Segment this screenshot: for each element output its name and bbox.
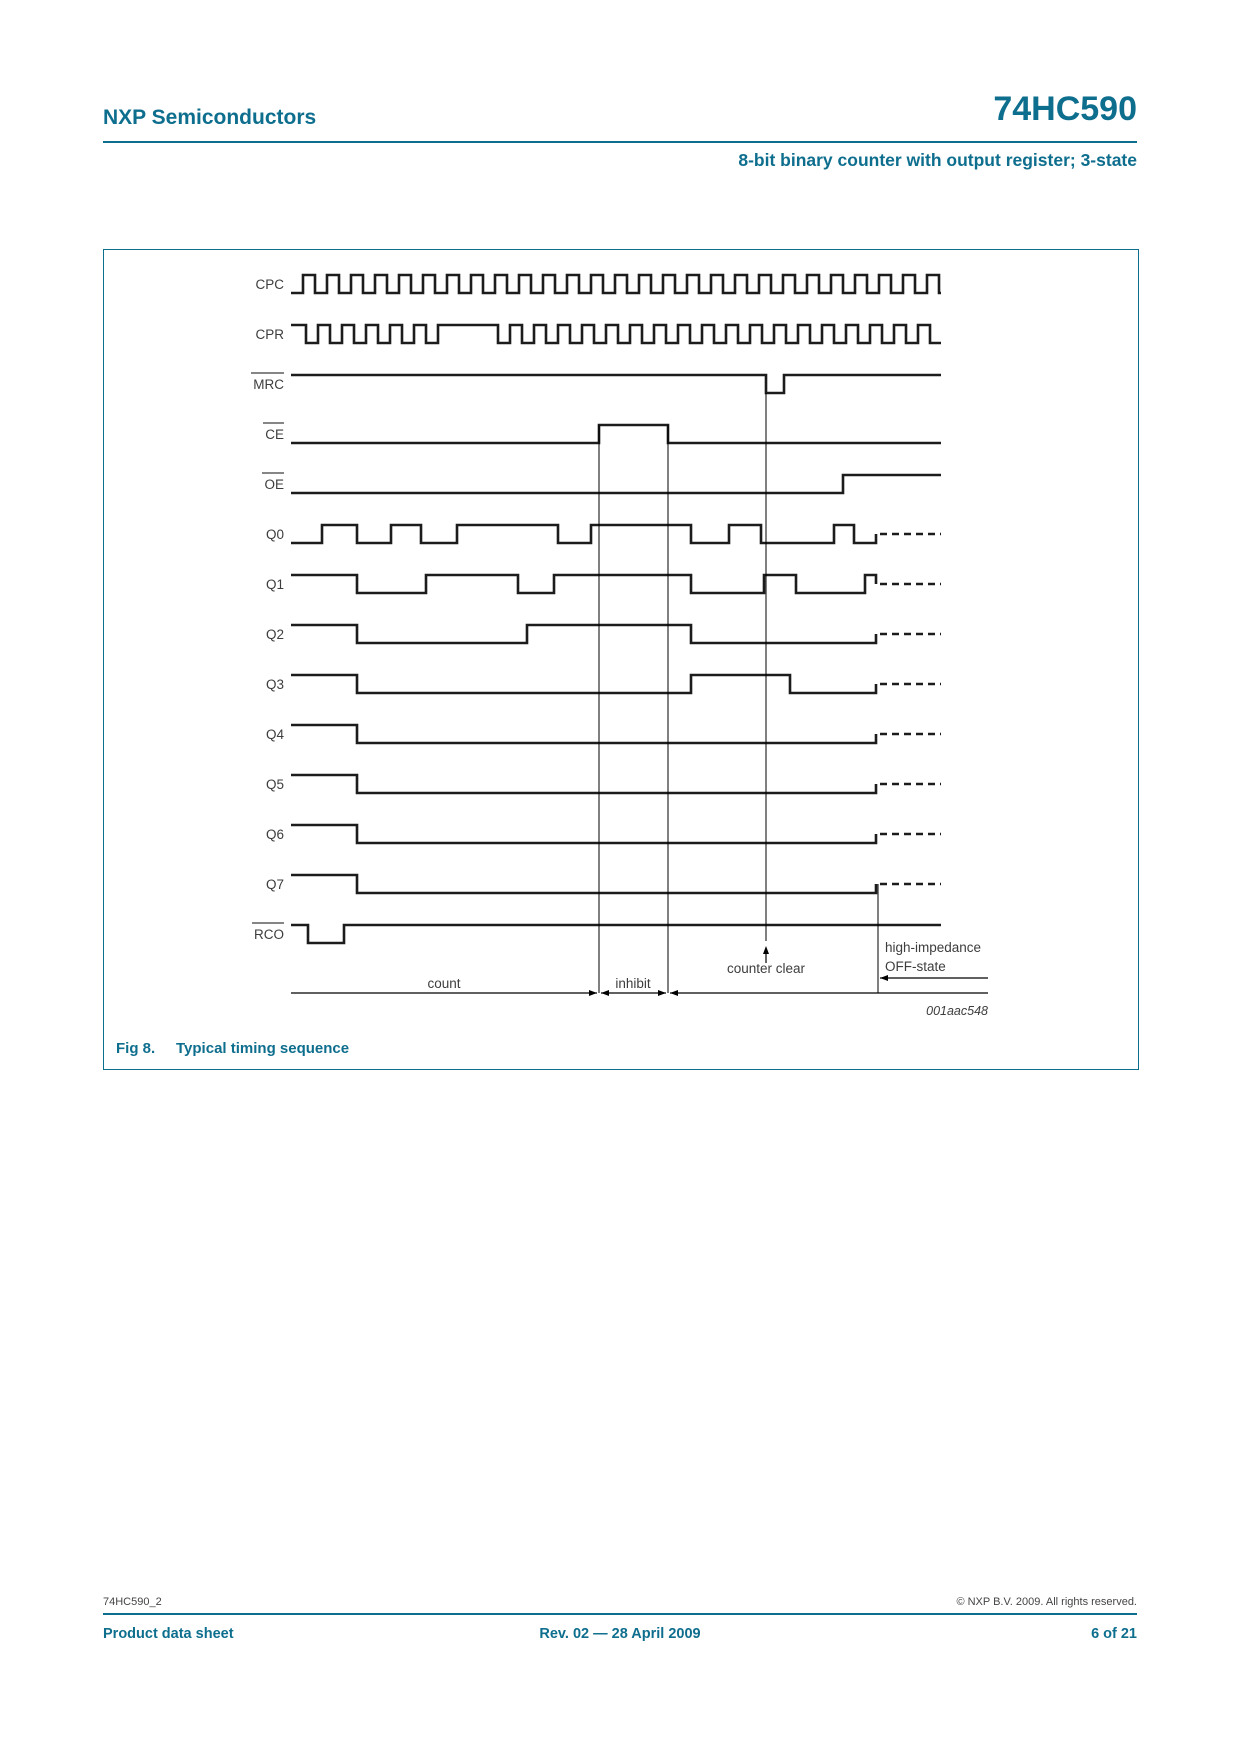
figure-caption-text: Typical timing sequence <box>176 1040 350 1057</box>
signal-label-mrc: MRC <box>253 377 284 392</box>
arrowhead <box>589 990 597 996</box>
timing-diagram <box>104 250 1138 1069</box>
annotation-count: count <box>427 976 461 991</box>
annotation-inhibit: inhibit <box>615 976 651 991</box>
signal-label-cpc: CPC <box>255 277 284 292</box>
footer-rule <box>103 1613 1137 1615</box>
signal-label-q0: Q0 <box>265 527 284 542</box>
footer-copyright: © NXP B.V. 2009. All rights reserved. <box>956 1596 1137 1608</box>
waveform-ce <box>291 425 941 443</box>
waveform-q6 <box>291 825 876 843</box>
signal-label-q6: Q6 <box>265 827 284 842</box>
arrowhead <box>670 990 678 996</box>
waveform-q7 <box>291 875 876 893</box>
document-subtitle: 8-bit binary counter with output register; 3-state <box>738 150 1137 170</box>
waveform-rco <box>291 925 941 943</box>
waveform-cpc <box>291 275 941 293</box>
counter-clear-arrowhead <box>763 946 769 954</box>
footer-doc-id: 74HC590_2 <box>103 1596 162 1608</box>
footer-revision: Rev. 02 — 28 April 2009 <box>539 1626 701 1642</box>
annotation-counter-clear: counter clear <box>726 961 806 976</box>
waveform-q2 <box>291 625 876 643</box>
annotation-off-state: OFF-state <box>885 959 946 974</box>
waveform-q1 <box>291 575 876 593</box>
signal-label-cpr: CPR <box>255 327 284 342</box>
signal-label-q1: Q1 <box>265 577 284 592</box>
signal-label-oe: OE <box>264 477 284 492</box>
arrowhead <box>880 975 888 981</box>
signal-label-q5: Q5 <box>265 777 284 792</box>
figure-8-box <box>103 249 1139 1070</box>
figure-caption-label: Fig 8. <box>116 1040 156 1057</box>
header-rule <box>103 141 1137 143</box>
arrowhead <box>658 990 666 996</box>
waveform-q0 <box>291 525 876 543</box>
waveform-mrc <box>291 375 941 393</box>
signal-label-q4: Q4 <box>265 727 284 742</box>
signal-label-ce: CE <box>265 427 284 442</box>
signal-label-q7: Q7 <box>265 877 284 892</box>
footer-doc-type: Product data sheet <box>103 1626 234 1642</box>
signal-label-rco: RCO <box>254 927 284 942</box>
waveform-q3 <box>291 675 876 693</box>
annotation-high-impedance: high-impedance <box>885 940 982 955</box>
waveform-cpr <box>291 325 941 343</box>
waveform-oe <box>291 475 941 493</box>
arrowhead <box>601 990 609 996</box>
part-number: 74HC590 <box>993 90 1137 128</box>
footer-page-num: 6 of 21 <box>1091 1626 1137 1642</box>
signal-label-q3: Q3 <box>265 677 284 692</box>
annotation-001aac548: 001aac548 <box>926 1004 988 1018</box>
waveform-q5 <box>291 775 876 793</box>
waveform-q4 <box>291 725 876 743</box>
vendor-name: NXP Semiconductors <box>103 106 317 129</box>
signal-label-q2: Q2 <box>265 627 284 642</box>
